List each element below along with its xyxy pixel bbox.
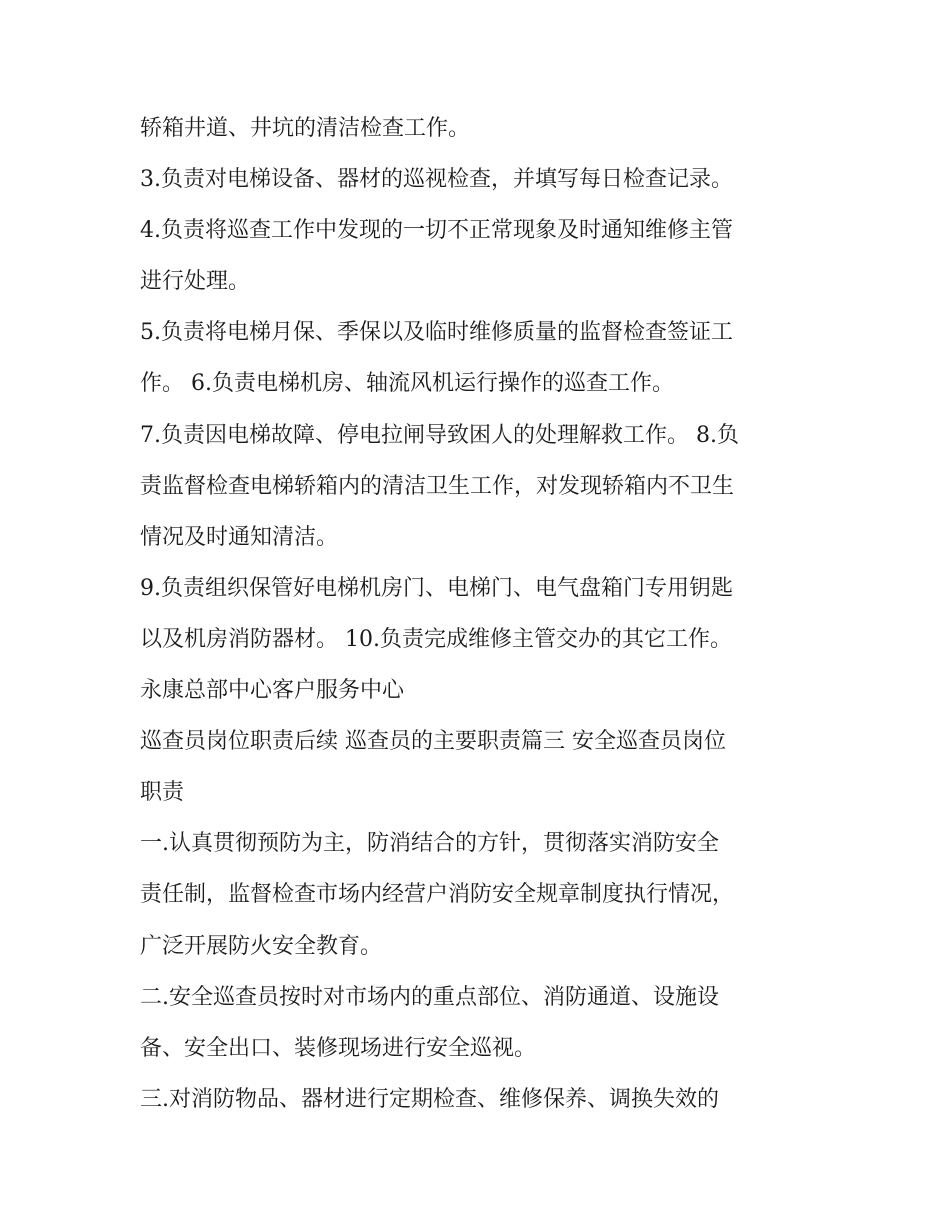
text-line: 情况及时通知清洁。 [140, 524, 339, 550]
text-line: 责任制，监督检查市场内经营户消防安全规章制度执行情况， [140, 882, 735, 908]
text-line: 5.负责将电梯月保、季保以及临时维修质量的监督检查签证工 [140, 320, 733, 346]
text-line: 以及机房消防器材。 10.负责完成维修主管交办的其它工作。 [140, 626, 732, 652]
text-line: 作。 6.负责电梯机房、轴流风机运行操作的巡查工作。 [140, 371, 674, 397]
text-line: 三.对消防物品、器材进行定期检查、维修保养、调换失效的 [140, 1086, 719, 1112]
text-line: 9.负责组织保管好电梯机房门、电梯门、电气盘箱门专用钥匙 [140, 575, 733, 601]
text-line: 一.认真贯彻预防为主，防消结合的方针，贯彻落实消防安全 [140, 831, 719, 857]
text-line: 二.安全巡查员按时对市场内的重点部位、消防通道、设施设 [140, 984, 719, 1010]
text-line: 3.负责对电梯设备、器材的巡视检查，并填写每日检查记录。 [140, 167, 733, 193]
organization-name: 永康总部中心客户服务中心 [140, 678, 405, 704]
section-heading-continued: 职责 [140, 780, 185, 806]
text-line: 7.负责因电梯故障、停电拉闸导致困人的处理解救工作。 8.负 [140, 422, 739, 448]
text-line: 广泛开展防火安全教育。 [140, 933, 383, 959]
text-line: 轿箱井道、井坑的清洁检查工作。 [140, 116, 471, 141]
text-line: 进行处理。 [140, 269, 251, 295]
text-line: 备、安全出口、装修现场进行安全巡视。 [140, 1035, 537, 1061]
text-line: 4.负责将巡查工作中发现的一切不正常现象及时通知维修主管 [140, 218, 733, 244]
section-heading: 巡查员岗位职责后续 巡查员的主要职责篇三 安全巡查员岗位 [140, 729, 726, 755]
text-line: 责监督检查电梯轿箱内的清洁卫生工作，对发现轿箱内不卫生 [140, 473, 735, 499]
document-body [140, 107, 830, 1129]
